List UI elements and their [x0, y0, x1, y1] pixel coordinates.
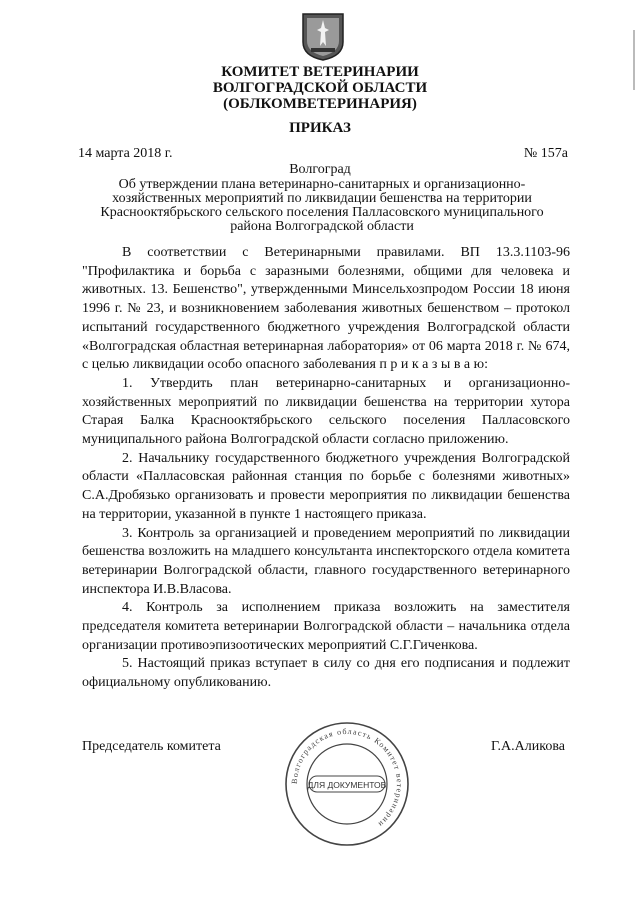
- order-number: № 157а: [523, 146, 568, 161]
- stamp-center-text: ДЛЯ ДОКУМЕНТОВ: [307, 780, 387, 790]
- item-2-paragraph: 2. Начальнику государственного бюджетного учреждения Волгоградской области «Палласовская районная станция по борьбе с болезнями животных» С.А.Дробязько организовать и провести мероприятия по ликвидации бешенства на территории, указанной в пункте 1 настоящего приказа.: [82, 450, 570, 522]
- stamp-ring-text: Волгоградская область Комитет ветеринарии: [289, 726, 405, 830]
- order-body: [82, 244, 570, 693]
- order-subject: Об утверждении плана ветеринарно-санитарных и организационно-хозяйственных мероприятий по ликвидации бешенства на территории Краснооктябрьского сельского поселения Палласовского муниципального района Волгоградской области: [100, 177, 544, 234]
- header-line-2: ВОЛГОГРАДСКОЙ ОБЛАСТИ: [212, 80, 428, 96]
- preamble-paragraph: В соответствии с Ветеринарными правилами. ВП 13.3.1103-96 "Профилактика и борьба с заразными болезнями, общими для человека и животных. 13. Бешенство", утвержденными Минсельхозпродом России 18 июня 1996 г. № 23, и возникновением заболевания животных бешенством – протокол испытаний государственного бюджетного учреждения Волгоградской области «Волгоградская областная ветеринарная лаборатория» от 06 марта 2018 г. № 674, с целью ликвидации особо опасного заболевания п р и к а з ы в а ю:: [82, 245, 570, 373]
- order-date: 14 марта 2018 г.: [78, 146, 173, 161]
- signatory-position: Председатель комитета: [82, 739, 221, 754]
- official-stamp: [283, 720, 411, 848]
- organization-header: [0, 64, 640, 112]
- item-4-paragraph: 4. Контроль за исполнением приказа возложить на заместителя председателя комитета ветеринарии Волгоградской области – начальника отдела организации противоэпизоотических мероприятий С.Г.Гиченкова.: [82, 600, 570, 653]
- item-1-paragraph: 1. Утвердить план ветеринарно-санитарных и организационно-хозяйственных мероприятий по ликвидации бешенства на территории хутора Старая Балка Краснооктябрьского сельского поселения Палласовского муниципального района Волгоградской области согласно приложению.: [82, 375, 570, 448]
- item-5-paragraph: 5. Настоящий приказ вступает в силу со дня его подписания и подлежит официальному опубликованию.: [82, 656, 570, 691]
- order-city: Волгоград: [289, 162, 351, 177]
- signatory-name: Г.А.Аликова: [491, 739, 565, 754]
- order-title: ПРИКАЗ: [289, 120, 351, 136]
- header-line-3: (ОБЛКОМВЕТЕРИНАРИЯ): [223, 96, 417, 112]
- item-3-paragraph: 3. Контроль за организацией и проведением мероприятий по ликвидации бешенства возложить на младшего консультанта инспекторского отдела комитета ветеринарии Волгоградской области, главного государственного ветеринарного инспектора И.В.Власова.: [82, 525, 570, 597]
- coat-of-arms-emblem: [301, 12, 345, 62]
- header-line-1: КОМИТЕТ ВЕТЕРИНАРИИ: [221, 64, 419, 80]
